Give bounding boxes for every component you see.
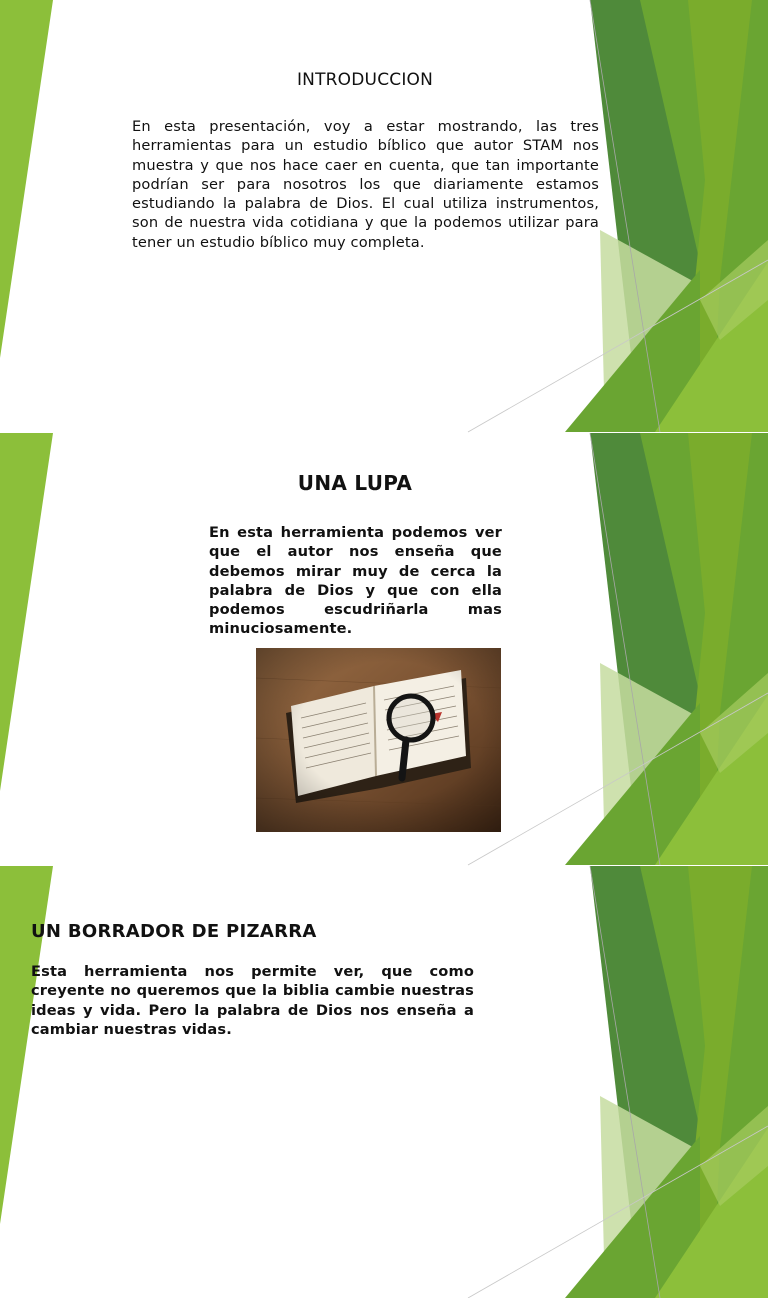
slide-body-text: En esta presentación, voy a estar mostrando, las tres herramientas para un estudio bíblico que autor STAM nos muestra y que nos hace caer en cuenta, que tan importante podrían ser para nosotros los que diariamente estamos estudiando la palabra de Dios. El cual utiliza instrumentos, son de nuestra vida cotidiana y que la podemos utilizar para tener un estudio bíblico muy completa. xyxy=(132,118,599,251)
bible-magnifier-photo xyxy=(256,648,501,832)
slide-body-text: Esta herramienta nos permite ver, que como creyente no queremos que la biblia cambie nuestras ideas y vida. Pero la palabra de Dios nos enseña a cambiar nuestras vidas. xyxy=(31,963,474,1038)
slide-title: UN BORRADOR DE PIZARRA xyxy=(31,921,317,942)
slide-una-lupa xyxy=(0,433,768,865)
slide-body-text: En esta herramienta podemos ver que el autor nos enseña que debemos mirar muy de cerca la palabra de Dios y que con ella podemos escudriñarla mas minuciosamente. xyxy=(209,524,502,638)
slide-title: UNA LUPA xyxy=(297,471,413,495)
slide-introduccion xyxy=(0,0,768,432)
slide-title: INTRODUCCION xyxy=(296,70,434,90)
slide-borrador-de-pizarra xyxy=(0,866,768,1038)
